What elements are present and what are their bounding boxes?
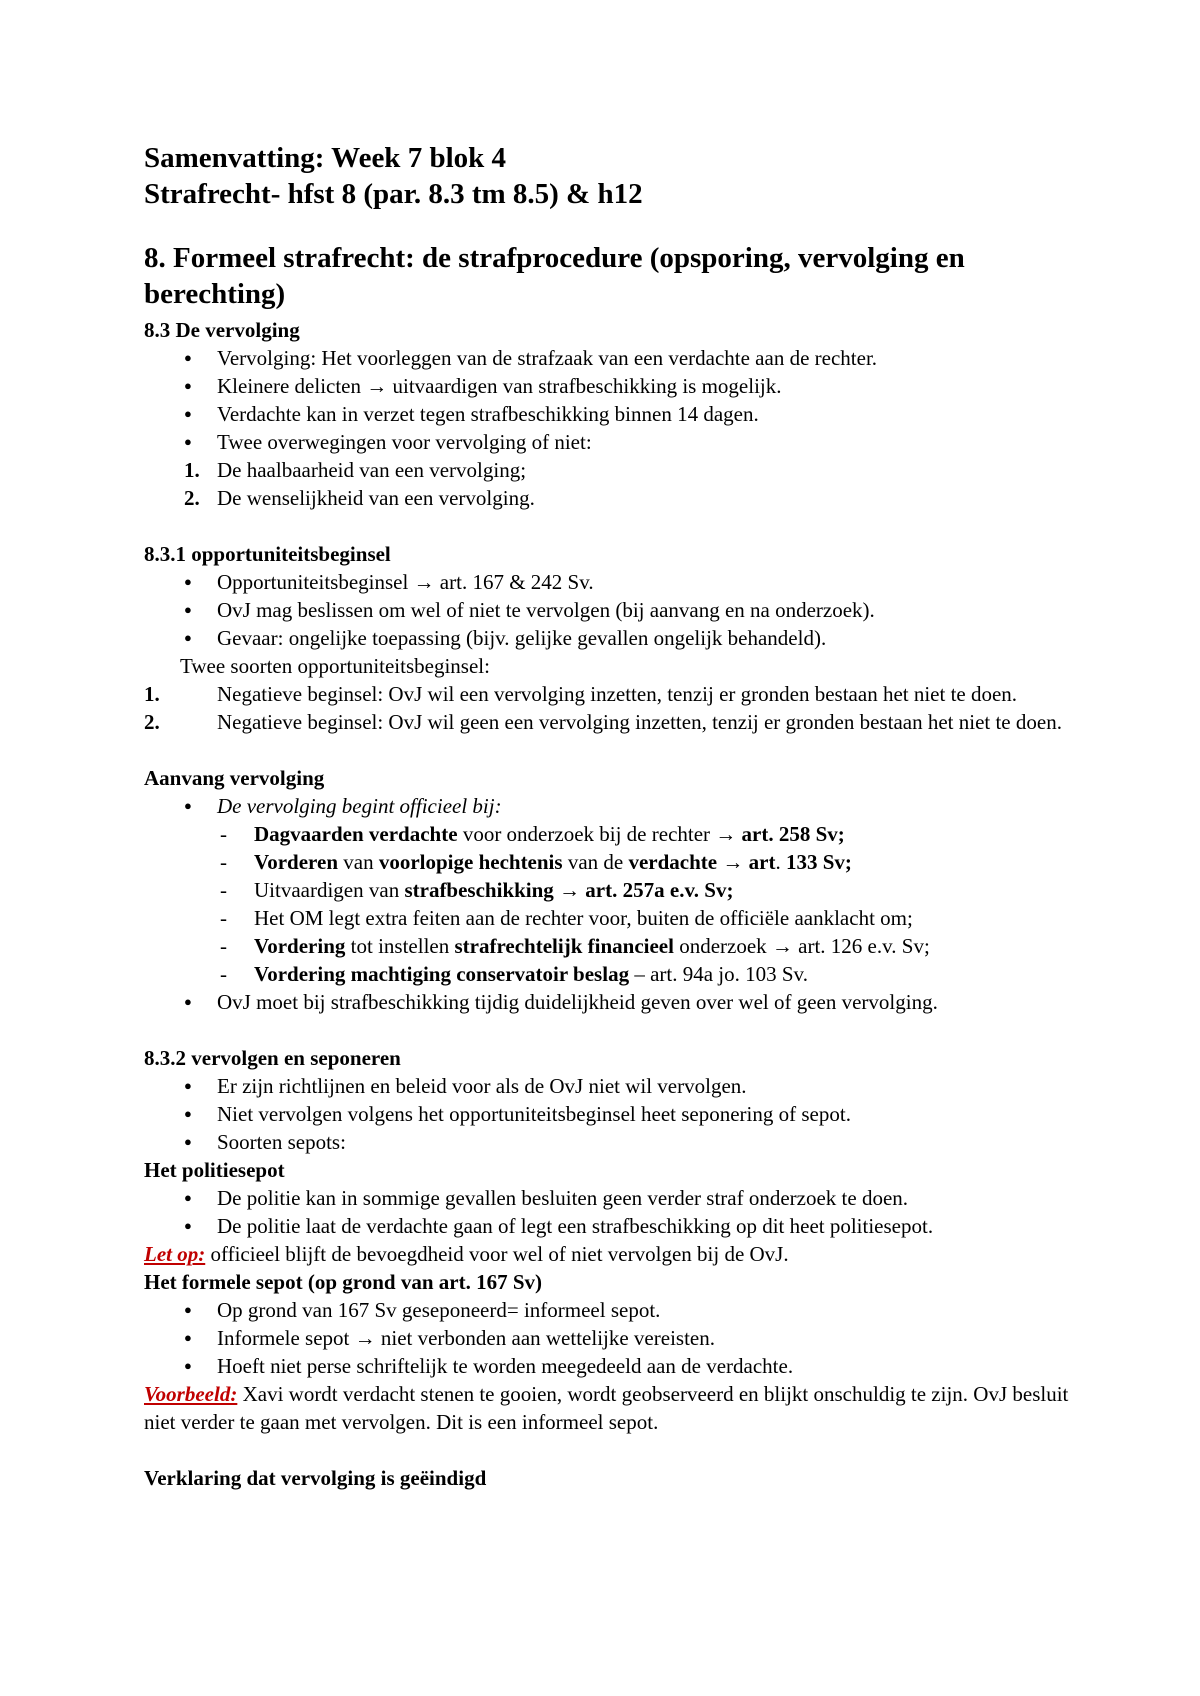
chapter-heading: 8. Formeel strafrecht: de strafprocedure (opsporing, vervolging en berechting) bbox=[144, 242, 965, 310]
dash-list-aanvang bbox=[144, 820, 1084, 988]
heading-verklaring: Verklaring dat vervolging is geëindigd bbox=[144, 1466, 487, 1490]
bullet-list-8-3-2 bbox=[144, 1072, 1084, 1156]
bullet-list-politiesepot bbox=[144, 1184, 1084, 1240]
numbered-item bbox=[144, 484, 1084, 512]
list-item: ● Informele sepot → niet verbonden aan wettelijke vereisten. bbox=[144, 1324, 1084, 1352]
heading-formele-sepot: Het formele sepot (op grond van art. 167 Sv) bbox=[144, 1270, 542, 1294]
bullet-list-aanvang-end bbox=[144, 988, 1084, 1016]
item-number: 1. bbox=[184, 458, 200, 482]
list-item: ● Er zijn richtlijnen en beleid voor als de OvJ niet wil vervolgen. bbox=[144, 1072, 1084, 1100]
list-item: ● Gevaar: ongelijke toepassing (bijv. gelijke gevallen ongelijk behandeld). bbox=[144, 624, 1084, 652]
item-number: 1. bbox=[144, 682, 160, 706]
numbered-item bbox=[144, 456, 1084, 484]
list-item: ● OvJ moet bij strafbeschikking tijdig duidelijkheid geven over wel of geen vervolging. bbox=[144, 988, 1084, 1016]
list-item: ● OvJ mag beslissen om wel of niet te vervolgen (bij aanvang en na onderzoek). bbox=[144, 596, 1084, 624]
example-label: Voorbeeld: bbox=[144, 1382, 238, 1406]
numbered-item bbox=[144, 680, 1084, 708]
item-text: Negatieve beginsel: OvJ wil een vervolging inzetten, tenzij er gronden bestaan het niet te doen. bbox=[217, 682, 1018, 706]
dash-item: - Dagvaarden verdachte voor onderzoek bij de rechter → art. 258 Sv; bbox=[144, 820, 1084, 848]
dash-item: - Vordering tot instellen strafrechtelijk financieel onderzoek → art. 126 e.v. Sv; bbox=[144, 932, 1084, 960]
item-number: 2. bbox=[184, 486, 200, 510]
note-label: Let op: bbox=[144, 1242, 206, 1266]
list-item: ● Soorten sepots: bbox=[144, 1128, 1084, 1156]
item-number: 2. bbox=[144, 710, 160, 734]
title-line-2: Strafrecht- hfst 8 (par. 8.3 tm 8.5) & h12 bbox=[144, 178, 643, 210]
title-line-1: Samenvatting: Week 7 blok 4 bbox=[144, 142, 507, 174]
numbered-list-8-3 bbox=[144, 456, 1084, 512]
list-item: ● Twee overwegingen voor vervolging of niet: bbox=[144, 428, 1084, 456]
bullet-list-aanvang bbox=[144, 792, 1084, 820]
section-heading-8-3: 8.3 De vervolging bbox=[144, 318, 300, 342]
item-text: De wenselijkheid van een vervolging. bbox=[217, 486, 535, 510]
dash-item: - Uitvaardigen van strafbeschikking → art. 257a e.v. Sv; bbox=[144, 876, 1084, 904]
list-item: ● De politie laat de verdachte gaan of legt een strafbeschikking op dit heet politiesepot. bbox=[144, 1212, 1084, 1240]
numbered-item bbox=[144, 708, 1084, 736]
example-paragraph: Voorbeeld: Xavi wordt verdacht stenen te gooien, wordt geobserveerd en blijkt onschuldig te zijn. OvJ besluit niet verder te gaan met vervolgen. Dit is een informeel sepot. bbox=[144, 1382, 1069, 1434]
note-paragraph: Let op: officieel blijft de bevoegdheid voor wel of niet vervolgen bij de OvJ. bbox=[144, 1242, 789, 1266]
section-heading-8-3-1: 8.3.1 opportuniteitsbeginsel bbox=[144, 542, 391, 566]
intro-text: Twee soorten opportuniteitsbeginsel: bbox=[180, 654, 490, 678]
list-item: ● Vervolging: Het voorleggen van de strafzaak van een verdachte aan de rechter. bbox=[144, 344, 1084, 372]
document-title bbox=[144, 140, 1084, 212]
list-item: ● De politie kan in sommige gevallen besluiten geen verder straf onderzoek te doen. bbox=[144, 1184, 1084, 1212]
heading-politiesepot: Het politiesepot bbox=[144, 1158, 285, 1182]
document-page bbox=[144, 140, 1084, 1492]
bullet-list-formele-sepot bbox=[144, 1296, 1084, 1380]
list-item: ● De vervolging begint officieel bij: bbox=[144, 792, 1084, 820]
dash-item: - Het OM legt extra feiten aan de rechter voor, buiten de officiële aanklacht om; bbox=[144, 904, 1084, 932]
dash-item: - Vorderen van voorlopige hechtenis van de verdachte → art. 133 Sv; bbox=[144, 848, 1084, 876]
list-item: ● Hoeft niet perse schriftelijk te worden meegedeeld aan de verdachte. bbox=[144, 1352, 1084, 1380]
bullet-list-8-3 bbox=[144, 344, 1084, 456]
list-item: ● Op grond van 167 Sv geseponeerd= informeel sepot. bbox=[144, 1296, 1084, 1324]
dash-item: - Vordering machtiging conservatoir beslag – art. 94a jo. 103 Sv. bbox=[144, 960, 1084, 988]
item-text: Negatieve beginsel: OvJ wil geen een vervolging inzetten, tenzij er gronden bestaan het niet te doen. bbox=[217, 710, 1062, 734]
list-item: ● Opportuniteitsbeginsel → art. 167 & 242 Sv. bbox=[144, 568, 1084, 596]
section-heading-aanvang: Aanvang vervolging bbox=[144, 766, 325, 790]
list-item: ● Kleinere delicten → uitvaardigen van strafbeschikking is mogelijk. bbox=[144, 372, 1084, 400]
bullet-list-8-3-1 bbox=[144, 568, 1084, 652]
list-item: ● Verdachte kan in verzet tegen strafbeschikking binnen 14 dagen. bbox=[144, 400, 1084, 428]
numbered-list-8-3-1 bbox=[144, 680, 1084, 736]
item-text: De haalbaarheid van een vervolging; bbox=[217, 458, 527, 482]
section-heading-8-3-2: 8.3.2 vervolgen en seponeren bbox=[144, 1046, 401, 1070]
list-item: ● Niet vervolgen volgens het opportuniteitsbeginsel heet seponering of sepot. bbox=[144, 1100, 1084, 1128]
